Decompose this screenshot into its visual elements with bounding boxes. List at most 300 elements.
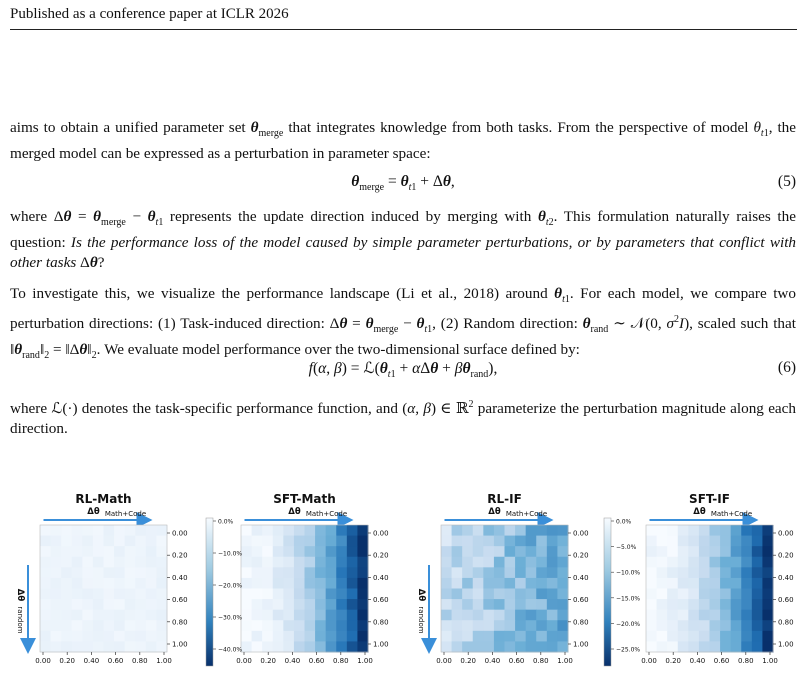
heatmap-cell: [72, 599, 83, 610]
heatmap-cell: [441, 599, 452, 610]
x-tick-label: 0.20: [59, 657, 75, 665]
heatmap-cell: [315, 546, 326, 557]
heatmap-cell: [667, 631, 678, 642]
heatmap-cell: [547, 546, 558, 557]
heatmap-cell: [336, 641, 347, 652]
panel-title-1: SFT-Math: [273, 492, 336, 506]
x-tick-label: 0.60: [308, 657, 325, 665]
header-rule: [10, 29, 797, 30]
x-tick-label: 0.40: [484, 657, 501, 665]
heatmap-cell: [82, 620, 93, 631]
heatmap-cell: [347, 641, 358, 652]
heatmap-cell: [125, 557, 136, 568]
heatmap-cell: [473, 536, 484, 547]
heatmap-cell: [741, 610, 752, 621]
heatmap-cell: [262, 631, 273, 642]
heatmap-cell: [483, 620, 494, 631]
y-tick-label: 0.20: [172, 551, 188, 560]
heatmap-cell: [294, 525, 305, 536]
heatmap-cell: [494, 599, 505, 610]
heatmap-cell: [441, 589, 452, 600]
heatmap-cell: [699, 578, 710, 589]
heatmap-cell: [678, 525, 689, 536]
y-arrow-sub-0: random: [16, 606, 24, 634]
x-tick-label: 1.00: [557, 657, 573, 665]
heatmap-cell: [688, 599, 699, 610]
heatmap-cell: [125, 525, 136, 536]
heatmap-cell: [483, 610, 494, 621]
heatmap-cell: [252, 631, 263, 642]
heatmap-cell: [262, 546, 273, 557]
heatmap-cell: [252, 578, 263, 589]
heatmap-cell: [752, 589, 763, 600]
heatmap-cell: [720, 610, 731, 621]
heatmap-cell: [678, 578, 689, 589]
heatmap-cell: [731, 578, 742, 589]
heatmap-cell: [762, 589, 773, 600]
y-arrow-label-1: Δθ: [416, 588, 426, 602]
y-tick-label: 0.80: [172, 618, 188, 627]
heatmap-cell: [699, 525, 710, 536]
heatmap-cell: [125, 578, 136, 589]
heatmap-cell: [473, 641, 484, 652]
heatmap-cell: [51, 536, 62, 547]
heatmap-cell: [156, 599, 167, 610]
heatmap-cell: [135, 599, 146, 610]
heatmap-cell: [678, 641, 689, 652]
heatmap-cell: [252, 599, 263, 610]
heatmap-cell: [657, 546, 668, 557]
equation-5: $\theta_{merge} = \theta_{t1} + \Delta\theta$, (5): [351, 173, 796, 194]
heatmap-cell: [526, 536, 537, 547]
heatmap-cell: [710, 578, 721, 589]
heatmap-cell: [741, 578, 752, 589]
heatmap-cell: [699, 536, 710, 547]
heatmap-cell: [557, 641, 568, 652]
heatmap-cell: [156, 578, 167, 589]
heatmap-cell: [336, 525, 347, 536]
heatmap-cell: [731, 641, 742, 652]
x-arrow-label-1: Δθ: [288, 507, 301, 517]
colorbar-1: [604, 518, 611, 666]
heatmap-cell: [135, 610, 146, 621]
heatmap-cell: [762, 631, 773, 642]
heatmap-cell: [347, 610, 358, 621]
heatmap-cell: [483, 536, 494, 547]
heatmap-cell: [262, 557, 273, 568]
heatmap-cell: [40, 546, 51, 557]
heatmap-cell: [305, 641, 316, 652]
heatmap-cell: [515, 610, 526, 621]
heatmap-cell: [146, 589, 157, 600]
heatmap-cell: [72, 620, 83, 631]
heatmap-cell: [262, 578, 273, 589]
panel-title-0: RL-Math: [75, 492, 132, 506]
heatmap-cell: [262, 641, 273, 652]
x-tick-label: 0.00: [641, 657, 657, 665]
x-tick-label: 0.20: [260, 657, 276, 665]
heatmap-cell: [526, 525, 537, 536]
x-tick-label: 0.80: [333, 657, 349, 665]
heatmap-cell: [752, 620, 763, 631]
y-tick-label: 0.60: [373, 596, 389, 605]
heatmap-cell: [61, 631, 72, 642]
heatmap-cell: [252, 641, 263, 652]
heatmap-cell: [252, 557, 263, 568]
heatmap-cell: [252, 589, 263, 600]
heatmap-cell: [710, 610, 721, 621]
heatmap-cell: [104, 631, 115, 642]
heatmap-cell: [452, 557, 463, 568]
heatmap-cell: [741, 589, 752, 600]
heatmap-cell: [146, 525, 157, 536]
heatmap-cell: [731, 557, 742, 568]
heatmap-cell: [646, 525, 657, 536]
heatmap-cell: [720, 631, 731, 642]
heatmap-cell: [657, 620, 668, 631]
y-tick-label: 0.00: [573, 529, 589, 538]
heatmap-cell: [547, 525, 558, 536]
heatmap-cell: [741, 525, 752, 536]
x-tick-label: 0.00: [436, 657, 452, 665]
heatmap-cell: [82, 557, 93, 568]
heatmap-cell: [667, 546, 678, 557]
heatmap-cell: [762, 557, 773, 568]
heatmap-cell: [336, 610, 347, 621]
heatmap-cell: [93, 567, 104, 578]
figure-landscapes: [0, 485, 807, 675]
heatmap-cell: [357, 557, 368, 568]
heatmap-cell: [473, 620, 484, 631]
heatmap-cell: [125, 599, 136, 610]
heatmap-cell: [762, 610, 773, 621]
heatmap-cell: [557, 610, 568, 621]
heatmap-cell: [710, 546, 721, 557]
heatmap-cell: [40, 567, 51, 578]
heatmap-cell: [731, 589, 742, 600]
heatmap-cell: [273, 546, 284, 557]
heatmap-cell: [336, 546, 347, 557]
heatmap-cell: [61, 567, 72, 578]
y-tick-label: 0.00: [778, 529, 794, 538]
heatmap-cell: [283, 546, 294, 557]
heatmap-cell: [326, 599, 337, 610]
heatmap-cell: [61, 557, 72, 568]
heatmap-cell: [667, 557, 678, 568]
heatmap-cell: [305, 578, 316, 589]
heatmap-cell: [688, 567, 699, 578]
colorbar-label: −25.0%: [616, 646, 641, 654]
heatmap-cell: [305, 525, 316, 536]
heatmap-cell: [462, 536, 473, 547]
heatmap-cell: [752, 557, 763, 568]
heatmap-cell: [347, 589, 358, 600]
heatmap-cell: [156, 610, 167, 621]
heatmap-cell: [494, 546, 505, 557]
heatmap-cell: [294, 546, 305, 557]
heatmap-cell: [515, 599, 526, 610]
heatmap-cell: [51, 557, 62, 568]
heatmap-cell: [762, 641, 773, 652]
heatmap-cell: [135, 641, 146, 652]
heatmap-cell: [462, 525, 473, 536]
heatmap-cell: [72, 536, 83, 547]
heatmap-cell: [156, 525, 167, 536]
heatmap-cell: [441, 620, 452, 631]
heatmap-cell: [273, 610, 284, 621]
heatmap-cell: [273, 525, 284, 536]
heatmap-cell: [114, 641, 125, 652]
heatmap-cell: [526, 599, 537, 610]
heatmap-cell: [241, 631, 252, 642]
heatmap-cell: [347, 620, 358, 631]
heatmap-cell: [536, 557, 547, 568]
heatmap-cell: [40, 589, 51, 600]
heatmap-cell: [135, 620, 146, 631]
heatmap-cell: [61, 620, 72, 631]
colorbar-label: 0.0%: [616, 518, 632, 526]
heatmap-cell: [104, 546, 115, 557]
heatmap-cell: [494, 641, 505, 652]
heatmap-cell: [557, 589, 568, 600]
heatmap-cell: [283, 567, 294, 578]
heatmap-cell: [720, 525, 731, 536]
heatmap-cell: [336, 567, 347, 578]
heatmap-cell: [699, 620, 710, 631]
y-tick-label: 0.40: [778, 573, 794, 582]
heatmap-cell: [252, 620, 263, 631]
heatmap-cell: [667, 599, 678, 610]
heatmap-cell: [241, 525, 252, 536]
y-tick-label: 0.40: [373, 573, 389, 582]
heatmap-cell: [146, 620, 157, 631]
heatmap-cell: [688, 620, 699, 631]
heatmap-cell: [61, 589, 72, 600]
heatmap-cell: [688, 589, 699, 600]
heatmap-cell: [646, 589, 657, 600]
heatmap-cell: [526, 578, 537, 589]
heatmap-cell: [294, 567, 305, 578]
heatmap-cell: [125, 631, 136, 642]
heatmap-cell: [678, 599, 689, 610]
heatmap-cell: [557, 525, 568, 536]
heatmap-cell: [720, 620, 731, 631]
heatmap-cell: [547, 610, 558, 621]
heatmap-cell: [241, 536, 252, 547]
heatmap-cell: [114, 620, 125, 631]
heatmap-cell: [752, 536, 763, 547]
x-tick-label: 0.80: [132, 657, 148, 665]
heatmap-cell: [762, 525, 773, 536]
heatmap-cell: [557, 631, 568, 642]
heatmap-cell: [357, 610, 368, 621]
heatmap-cell: [699, 589, 710, 600]
heatmap-cell: [526, 620, 537, 631]
heatmap-cell: [104, 578, 115, 589]
heatmap-cell: [657, 641, 668, 652]
heatmap-cell: [114, 557, 125, 568]
heatmap-cell: [262, 536, 273, 547]
heatmap-cell: [536, 620, 547, 631]
heatmap-cell: [547, 641, 558, 652]
heatmap-cell: [720, 578, 731, 589]
heatmap-cell: [557, 557, 568, 568]
heatmap-cell: [494, 536, 505, 547]
heatmap-cell: [51, 641, 62, 652]
x-tick-label: 0.80: [533, 657, 549, 665]
x-tick-label: 0.60: [713, 657, 730, 665]
heatmap-cell: [441, 578, 452, 589]
heatmap-cell: [515, 557, 526, 568]
heatmap-cell: [752, 599, 763, 610]
heatmap-cell: [357, 620, 368, 631]
y-tick-label: 0.40: [172, 573, 188, 582]
y-tick-label: 1.00: [573, 640, 589, 649]
y-tick-label: 0.00: [172, 529, 188, 538]
x-tick-label: 1.00: [156, 657, 172, 665]
heatmap-cell: [731, 536, 742, 547]
heatmap-cell: [273, 567, 284, 578]
x-arrow-label-0: Δθ: [87, 507, 100, 517]
heatmap-cell: [305, 620, 316, 631]
heatmap-cell: [720, 589, 731, 600]
heatmap-cell: [741, 536, 752, 547]
heatmap-cell: [135, 589, 146, 600]
y-arrow-sub-1: random: [417, 606, 425, 634]
heatmap-cell: [462, 631, 473, 642]
heatmap-cell: [305, 557, 316, 568]
heatmap-cell: [252, 567, 263, 578]
colorbar-label: −40.0%: [218, 646, 243, 654]
heatmap-cell: [483, 589, 494, 600]
heatmap-cell: [688, 631, 699, 642]
heatmap-cell: [72, 525, 83, 536]
heatmap-cell: [441, 610, 452, 621]
heatmap-cell: [357, 567, 368, 578]
heatmap-cell: [294, 610, 305, 621]
heatmap-cell: [305, 536, 316, 547]
heatmap-cell: [646, 557, 657, 568]
heatmap-cell: [82, 536, 93, 547]
y-tick-label: 1.00: [172, 640, 188, 649]
heatmap-cell: [273, 557, 284, 568]
heatmap-cell: [720, 536, 731, 547]
heatmap-cell: [494, 610, 505, 621]
heatmap-cell: [40, 557, 51, 568]
heatmap-cell: [515, 631, 526, 642]
heatmap-cell: [315, 578, 326, 589]
heatmap-cell: [51, 599, 62, 610]
heatmap-cell: [40, 525, 51, 536]
heatmap-cell: [262, 610, 273, 621]
x-arrow-sub-0: Math+Code: [104, 510, 147, 518]
colorbar-label: −20.0%: [616, 620, 641, 628]
heatmap-cell: [688, 546, 699, 557]
heatmap-cell: [646, 631, 657, 642]
heatmap-cell: [156, 567, 167, 578]
heatmap-cell: [114, 546, 125, 557]
heatmap-cell: [547, 557, 558, 568]
heatmap-cell: [82, 589, 93, 600]
heatmap-cell: [441, 546, 452, 557]
heatmap-cell: [283, 536, 294, 547]
heatmap-cell: [125, 546, 136, 557]
heatmap-cell: [125, 567, 136, 578]
heatmap-cell: [441, 631, 452, 642]
heatmap-cell: [336, 631, 347, 642]
heatmap-cell: [93, 557, 104, 568]
heatmap-cell: [667, 589, 678, 600]
heatmap-cell: [752, 525, 763, 536]
heatmap-cell: [262, 525, 273, 536]
heatmap-cell: [762, 536, 773, 547]
heatmap-cell: [762, 599, 773, 610]
heatmap-cell: [557, 536, 568, 547]
x-arrow-label-3: Δθ: [693, 507, 706, 517]
heatmap-cell: [452, 599, 463, 610]
heatmap-cell: [305, 610, 316, 621]
x-tick-label: 0.00: [35, 657, 51, 665]
heatmap-cell: [515, 536, 526, 547]
heatmap-cell: [156, 589, 167, 600]
heatmap-cell: [326, 567, 337, 578]
heatmap-cell: [315, 567, 326, 578]
heatmap-cell: [326, 536, 337, 547]
colorbar-0: [206, 518, 213, 666]
heatmap-cell: [156, 620, 167, 631]
heatmap-cell: [273, 620, 284, 631]
heatmap-cell: [305, 589, 316, 600]
heatmap-cell: [336, 599, 347, 610]
y-tick-label: 0.80: [778, 618, 794, 627]
heatmap-cell: [347, 567, 358, 578]
heatmap-cell: [462, 578, 473, 589]
heatmap-cell: [72, 557, 83, 568]
heatmap-cell: [483, 641, 494, 652]
heatmap-cell: [283, 525, 294, 536]
heatmap-cell: [657, 610, 668, 621]
heatmap-cell: [146, 567, 157, 578]
y-tick-label: 1.00: [778, 640, 794, 649]
colorbar-label: −5.0%: [616, 544, 637, 552]
heatmap-cell: [241, 567, 252, 578]
heatmap-cell: [741, 631, 752, 642]
heatmap-cell: [526, 589, 537, 600]
heatmap-cell: [114, 567, 125, 578]
heatmap-cell: [752, 631, 763, 642]
heatmap-cell: [241, 578, 252, 589]
heatmap-cell: [483, 557, 494, 568]
heatmap-cell: [72, 631, 83, 642]
heatmap-cell: [646, 578, 657, 589]
heatmap-cell: [667, 620, 678, 631]
heatmap-cell: [678, 536, 689, 547]
heatmap-cell: [135, 631, 146, 642]
heatmap-cell: [104, 557, 115, 568]
heatmap-cell: [762, 567, 773, 578]
heatmap-cell: [347, 578, 358, 589]
heatmap-cell: [114, 589, 125, 600]
heatmap-cell: [646, 546, 657, 557]
heatmap-cell: [515, 578, 526, 589]
heatmap-cell: [357, 536, 368, 547]
heatmap-cell: [146, 578, 157, 589]
heatmap-cell: [93, 546, 104, 557]
heatmap-cell: [125, 620, 136, 631]
heatmap-cell: [104, 620, 115, 631]
heatmap-cell: [347, 599, 358, 610]
colorbar-label: −30.0%: [218, 614, 243, 622]
